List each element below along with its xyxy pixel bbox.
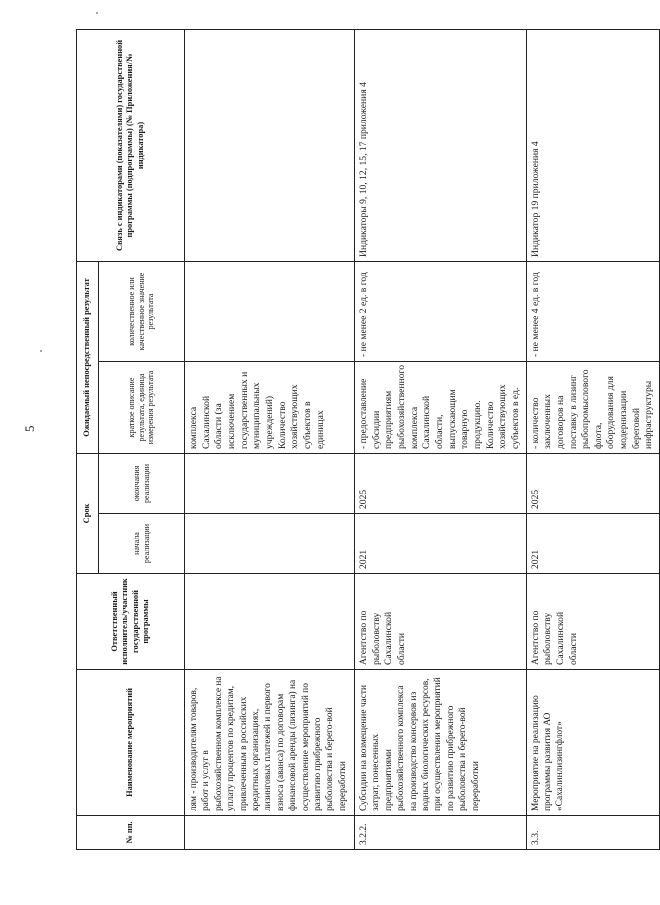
table-row: [526, 29, 660, 849]
header-indicators: Связь с индикаторами (показателями) государственной программы (подпрограммы) (№ Приложения/№ индикатора): [77, 29, 185, 261]
header-num: № пп.: [77, 816, 185, 850]
header-term-end: окончания реализации: [99, 453, 185, 513]
header-term: Срок: [77, 453, 99, 573]
row-indicators: Индикатор 19 приложения 4: [526, 29, 660, 261]
row-desc: комплекса Сахалинской области (за исключением государственных и муниципальных учреждений) Количество хозяйствующих субъектов в единицах: [185, 361, 355, 453]
page-number: 5: [22, 425, 37, 432]
header-result: Ожидаемый непосредственный результат: [77, 261, 99, 453]
row-end: [185, 453, 355, 513]
row-start: [185, 514, 355, 574]
row-responsible: Агентство по рыболовству Сахалинской области: [526, 574, 660, 670]
row-indicators: Индикаторы 9, 10, 12, 15, 17 приложения 4: [355, 29, 527, 261]
measures-table: [76, 29, 660, 850]
table-row: [185, 29, 355, 849]
row-desc: - предоставление субсидии предприятиям рыбохозяйственного комплекса Сахалинской области, выпускающим товарную продукцию. Количество хозяйствующих субъектов в ед.: [355, 361, 527, 453]
row-num: 3.2.2.: [355, 816, 527, 850]
row-indicators: [185, 29, 355, 261]
row-num: 3.3.: [526, 816, 660, 850]
rotated-table-container: [76, 30, 655, 850]
header-responsible: Ответственный исполнитель/участник государственной программы: [77, 574, 185, 670]
table-row: [355, 29, 527, 849]
row-desc: - количество заключенных договоров на поставку в лизинг рыбопромыслового флота, оборудования для модернизации береговой инфраструктуры: [526, 361, 660, 453]
row-num: [185, 816, 355, 850]
row-value: - не менее 4 ед. в год: [526, 261, 660, 361]
row-value: [185, 261, 355, 361]
row-responsible: [185, 574, 355, 670]
header-term-start: начала реализации: [99, 514, 185, 574]
row-end: 2025: [526, 453, 660, 513]
row-value: - не менее 2 ед. в год: [355, 261, 527, 361]
header-result-desc: краткое описание результата, единица измерения результата: [99, 361, 185, 453]
scan-speck: [40, 350, 42, 352]
row-responsible: Агентство по рыболовству Сахалинской области: [355, 574, 527, 670]
row-start: 2021: [526, 514, 660, 574]
row-start: 2021: [355, 514, 527, 574]
row-name: Субсидии на возмещение части затрат, понесенных предприятиями рыбохозяйственного комплекса на производство консервов из водных биологических ресурсов, при осуществлении мероприятий по развитию прибрежного рыболовства и берего-вой переработки: [355, 670, 527, 816]
row-end: 2025: [355, 453, 527, 513]
scan-speck: [96, 12, 98, 14]
header-name: Наименование мероприятий: [77, 670, 185, 816]
row-name: лям - производителям товаров, работ и услуг в рыбохозяйственном комплексе на уплату процентов по кредитам, привлеченным в российских кредитных организациях, лизинговых платежей и первого взноса (аванса) по договорам финансовой аренды (лизинга) на осуществление мероприятий по развитию прибрежного рыболовства и берего-вой переработки: [185, 670, 355, 816]
row-name: Мероприятие на реализацию программы развития АО «Сахалинлизингфлот»: [526, 670, 660, 816]
header-result-value: количественное или качественное значение результата: [99, 261, 185, 361]
